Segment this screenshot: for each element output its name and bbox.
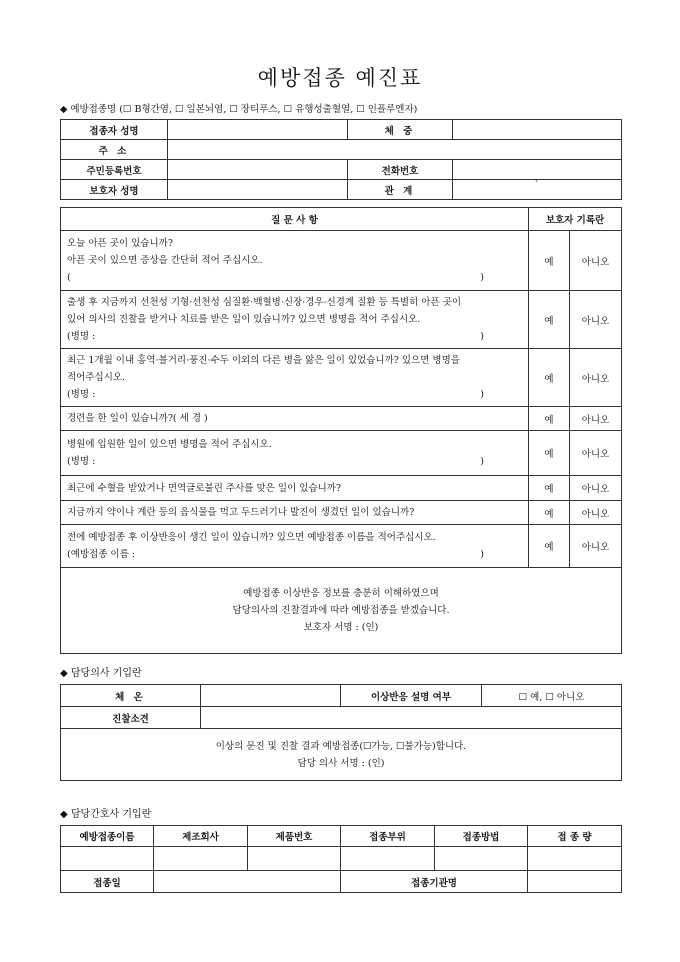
manufacturer-field[interactable] <box>154 847 248 871</box>
consent-line-2: 담당의사의 진찰결과에 따라 예방접종을 받겠습니다. <box>232 605 450 616</box>
answer-open: (병명 : <box>67 389 96 400</box>
answer-open: ( <box>67 272 71 283</box>
questions-table <box>60 207 622 654</box>
vaccine-name-field[interactable] <box>61 847 154 871</box>
nurse-col-dose: 접 종 량 <box>528 826 622 847</box>
no-option[interactable]: 아니오 <box>570 525 622 568</box>
nurse-col-site: 접종부위 <box>341 826 435 847</box>
answer-open: (예방접종 이름 : <box>67 549 136 560</box>
guardian-record-header: 보호자 기록란 <box>529 208 622 231</box>
personal-info-table <box>60 119 622 200</box>
question-header: 질 문 사 항 <box>61 208 529 231</box>
relation-label: 관 계 <box>348 180 453 200</box>
question-text <box>61 501 529 525</box>
no-option[interactable]: 아니오 <box>570 501 622 525</box>
answer-blank[interactable] <box>67 269 522 286</box>
no-option[interactable]: 아니오 <box>570 476 622 501</box>
question-line: 최근에 수혈을 받았거나 면역글로불린 주사를 맞은 일이 있습니까? <box>67 482 342 494</box>
opinion-field[interactable] <box>201 707 622 729</box>
question-row <box>61 431 622 476</box>
guardian-signature-line[interactable]: 보호자 서명 : (인) <box>303 622 379 633</box>
answer-blank[interactable] <box>67 453 522 470</box>
name-label: 접종자 성명 <box>61 120 168 140</box>
site-field[interactable] <box>341 847 435 871</box>
yes-option[interactable]: 예 <box>529 291 570 349</box>
phone-field[interactable] <box>453 160 622 180</box>
yes-option[interactable]: 예 <box>529 476 570 501</box>
question-row <box>61 525 622 568</box>
yes-option[interactable]: 예 <box>529 501 570 525</box>
answer-close: ) <box>480 331 484 342</box>
no-option[interactable]: 아니오 <box>570 291 622 349</box>
weight-field[interactable] <box>453 120 622 140</box>
page-title: 예방접종 예진표 <box>257 66 423 90</box>
answer-blank[interactable] <box>67 328 522 345</box>
question-text <box>61 291 529 349</box>
doctor-signature-line[interactable]: 담당 의사 서명 : (인) <box>297 757 385 769</box>
no-option[interactable]: 아니오 <box>570 431 622 476</box>
yes-option[interactable]: 예 <box>529 231 570 291</box>
question-line: 오늘 아픈 곳이 있습니까? <box>67 238 173 249</box>
dose-field[interactable] <box>528 847 622 871</box>
answer-open: (병명 : <box>67 456 96 467</box>
question-line: 병원에 입원한 일이 있으면 병명을 적어 주십시오. <box>67 439 272 450</box>
no-option[interactable]: 아니오 <box>570 407 622 431</box>
no-option[interactable]: 아니오 <box>570 349 622 407</box>
opinion-label: 진찰소견 <box>61 707 201 729</box>
consent-line-1: 예방접종 이상반응 정보를 충분히 이해하였으며 <box>243 588 439 599</box>
consent-block <box>61 568 622 654</box>
yes-option[interactable]: 예 <box>529 525 570 568</box>
question-line: 있어 의사의 진찰을 받거나 치료를 받은 일이 있습니까? 있으면 병명을 적어 주십시오. <box>67 314 421 325</box>
address-label: 주 소 <box>61 140 168 160</box>
doctor-section-heading: ◆ 담당의사 기입란 <box>60 668 142 679</box>
answer-open: (병명 : <box>67 331 96 342</box>
yes-option[interactable]: 예 <box>529 431 570 476</box>
question-text <box>61 349 529 407</box>
relation-mark: ` <box>534 180 540 191</box>
address-field[interactable] <box>168 140 622 160</box>
question-text <box>61 431 529 476</box>
no-option[interactable]: 아니오 <box>570 231 622 291</box>
question-text <box>61 231 529 291</box>
date-label: 접종일 <box>61 871 154 893</box>
question-line: 적어주십시오. <box>67 372 126 383</box>
vaccine-type-line: ◆ 예방접종명 (☐ B형간염, ☐ 일본뇌염, ☐ 장티푸스, ☐ 유행성출혈열, ☐ 인플루엔자) <box>60 104 418 115</box>
explain-choice[interactable]: ☐ 예, ☐ 아니오 <box>482 685 622 707</box>
answer-blank[interactable] <box>67 546 522 563</box>
product-number-field[interactable] <box>248 847 341 871</box>
yes-option[interactable]: 예 <box>529 349 570 407</box>
institution-label: 접종기관명 <box>341 871 528 893</box>
name-field[interactable] <box>168 120 348 140</box>
doctor-result-line[interactable]: 이상의 문진 및 진찰 결과 예방접종(☐가능, ☐불가능)합니다. <box>215 740 467 752</box>
doctor-table <box>60 684 622 781</box>
question-row <box>61 407 622 431</box>
yes-option[interactable]: 예 <box>529 407 570 431</box>
id-number-field[interactable] <box>168 160 348 180</box>
question-row <box>61 349 622 407</box>
answer-close: ) <box>480 456 484 467</box>
question-text <box>61 407 529 431</box>
question-line: 전에 예방접종 후 이상반응이 생긴 일이 있습니까? 있으면 예방접종 이름을 적어주십시오. <box>67 532 436 543</box>
institution-field[interactable] <box>528 871 622 893</box>
question-line: 경련을 한 일이 있습니까?( 세 경 ) <box>67 413 208 424</box>
weight-label: 체 중 <box>348 120 453 140</box>
id-number-label: 주민등록번호 <box>61 160 168 180</box>
answer-close: ) <box>480 549 484 560</box>
date-field[interactable] <box>154 871 341 893</box>
question-text <box>61 476 529 501</box>
nurse-col-vaccine-name: 예방접종이름 <box>61 826 154 847</box>
temperature-label: 체 온 <box>61 685 201 707</box>
question-row <box>61 231 622 291</box>
question-row <box>61 501 622 525</box>
explain-label: 이상반응 설명 여부 <box>341 685 482 707</box>
answer-blank[interactable] <box>67 386 522 403</box>
question-text <box>61 525 529 568</box>
question-row <box>61 291 622 349</box>
method-field[interactable] <box>435 847 528 871</box>
question-line: 최근 1개월 이내 홍역·볼거리·풍진·수두 이외의 다른 병을 앓은 일이 있었습니까? 있으면 병명을 <box>67 355 460 366</box>
nurse-col-product-number: 제품번호 <box>248 826 341 847</box>
guardian-label: 보호자 성명 <box>61 180 168 200</box>
nurse-col-method: 접종방법 <box>435 826 528 847</box>
question-line: 아픈 곳이 있으면 증상을 간단히 적어 주십시오. <box>67 255 263 266</box>
relation-field[interactable] <box>453 180 622 200</box>
nurse-table <box>60 825 622 893</box>
doctor-result-block <box>61 729 622 781</box>
nurse-section-heading: ◆ 담당간호사 기입란 <box>60 809 152 820</box>
phone-label: 전화번호 <box>348 160 453 180</box>
answer-close: ) <box>480 389 484 400</box>
question-line: 출생 후 지금까지 선천성 기형·선천성 심질환·백혈병·신장·경우·신경계 질환 등 특별히 아픈 곳이 <box>67 297 462 308</box>
temperature-field[interactable] <box>201 685 341 707</box>
answer-close: ) <box>480 272 484 283</box>
question-row <box>61 476 622 501</box>
nurse-col-manufacturer: 제조회사 <box>154 826 248 847</box>
guardian-field[interactable] <box>168 180 348 200</box>
question-line: 지금까지 약이나 계란 등의 음식물을 먹고 두드러기나 발진이 생겼던 일이 있습니까? <box>67 507 415 518</box>
